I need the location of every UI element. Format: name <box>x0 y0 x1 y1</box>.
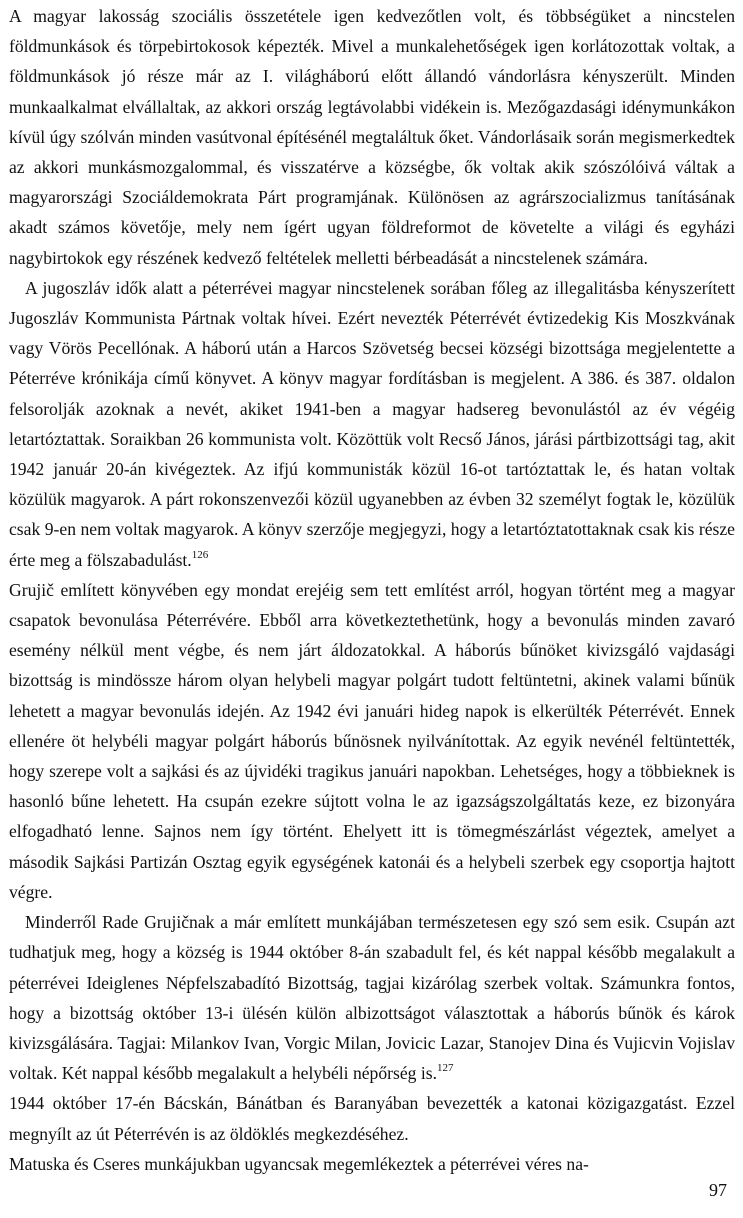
book-page <box>9 0 735 1218</box>
paragraph-text: 1944 október 17-én Bácskán, Bánátban és Baranyában bevezették a katonai közigazgatást. Ezzel megnyílt az út Péterrévén is az öldöklés megkezdéséhez. <box>9 1093 735 1144</box>
footnote-marker: 127 <box>437 1062 454 1075</box>
paragraph-text: Grujič említett könyvében egy mondat erejéig sem tett említést arról, hogyan történt meg a magyar csapatok bevonulása Péterrévére. Ebből arra következtethetünk, hogy a bevonulás minden zavaró esemény nélkül ment végbe, és nem járt áldozatokkal. A háborús bűnöket kivizsgáló vajdasági bizottság is mindössze három olyan helybeli magyar polgárt tudott feltüntetni, akinek valami bűnük lehetett a magyar bevonulás idején. Az 1942 évi januári hideg napok is elkerülték Péterrévét. Ennek ellenére öt helybéli magyar polgárt háborús bűnösnek nyilvánítottak. Az egyik nevénél feltüntették, hogy szerepe volt a sajkási és az újvidéki tragikus januári napokban. Lehetséges, hogy a többieknek is hasonló bűne lehetett. Ha csupán ezekre sújtott volna le az igazságszolgáltatás keze, ez bizonyára elfogadható lenne. Sajnos nem így történt. Ehelyett itt is tömegmészárlást végeztek, amelyet a második Sajkási Partizán Osztag egyik egységének katonái és a helybeli szerbek egy csoportja hajtott végre. <box>9 579 735 902</box>
paragraph-text: A jugoszláv idők alatt a péterrévei magyar nincstelenek sorában főleg az illegalitásba kényszerített Jugoszláv Kommunista Pártnak voltak hívei. Ezért nevezték Péterrévét évtizedekig Kis Moszkvának vagy Vörös Pecellónak. A háború után a Harcos Szövetség becsei községi bizottsága megjelentette a Péterréve krónikája című könyvet. A könyv magyar fordításban is megjelent. A 386. és 387. oldalon felsorolják azoknak a nevét, akiket 1941-ben a magyar hadsereg bevonulástól az év végéig letartóztattak. Soraikban 26 kommunista volt. Közöttük volt Recső János, járási pártbizottsági tag, akit 1942 január 20-án kivégeztek. Az ifjú kommunisták közül 16-ot tartóztattak le, és hatan voltak közülük magyarok. A párt rokonszenvezői közül ugyanebben az évben 32 személyt fogtak le, közülük csak 9-en nem voltak magyarok. A könyv szerzője megjegyzi, hogy a letartóztatottaknak csak kis része érte meg a fölszabadulást. <box>9 277 735 570</box>
paragraph-matuska-cseres <box>9 1149 735 1179</box>
paragraph-text: Matuska és Cseres munkájukban ugyancsak megemlékeztek a péterrévei véres na- <box>9 1153 589 1174</box>
paragraph-text: Minderről Rade Grujičnak a már említett munkájában természetesen egy szó sem esik. Csupán azt tudhatjuk meg, hogy a község is 1944 október 8-án szabadult fel, és két nappal később megalakult a péterrévei Ideiglenes Népfelszabadító Bizottság, tagjai kizárólag szerbek voltak. Számunkra fontos, hogy a bizottság október 13-i ülésén külön albizottságot választottak a háborús bűnök és károk kivizsgálására. Tagjai: Milankov Ivan, Vorgic Milan, Jovicic Lazar, Stanojev Dina és Vujicvin Vojislav voltak. Két nappal később megalakult a helybéli népőrség is. <box>9 912 735 1084</box>
paragraph-social-composition <box>9 1 735 273</box>
paragraph-grujic-book <box>9 575 735 907</box>
footnote-marker: 126 <box>191 548 209 561</box>
paragraph-liberation-committee <box>9 907 735 1088</box>
page-number: 97 <box>709 1180 727 1200</box>
paragraph-yugoslav-era <box>9 273 735 575</box>
paragraph-text: A magyar lakosság szociális összetétele igen kedvezőtlen volt, és többségüket a nincstelen földmunkások és törpebirtokosok képezték. Mivel a munkalehetőségek igen korlátozottak voltak, a földmunkások jó része már az I. világháború előtt állandó vándorlásra kényszerült. Minden munkaalkalmat elvállaltak, az akkori ország legtávolabbi vidékein is. Mezőgazdasági idénymunkákon kívül úgy szólván minden vasútvonal építésénél megtaláltuk őket. Vándorlásaik során megismerkedtek az akkori munkásmozgalommal, és visszatérve a községbe, ők voltak akik szószólóivá váltak a magyarországi Szociáldemokrata Párt programjának. Különösen az agrárszocializmus tanításának akadt számos követője, mely nem ígért ugyan földreformot de követelte a világi és egyházi nagybirtokok egy részének kedvező feltételek melletti bérbeadását a nincstelenek számára. <box>9 6 735 268</box>
paragraph-military-administration <box>9 1088 735 1148</box>
